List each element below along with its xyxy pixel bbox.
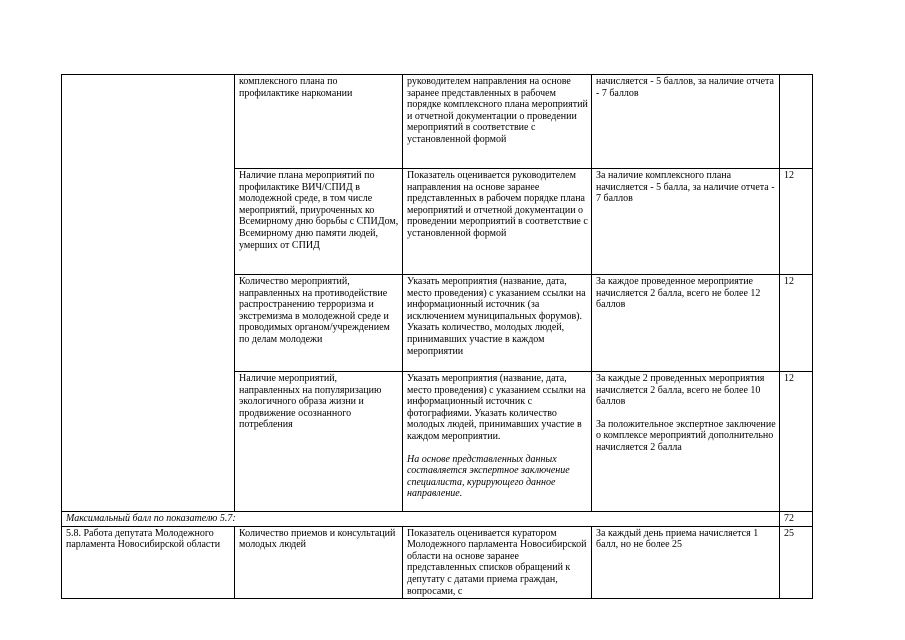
- scoring-cell: [592, 372, 780, 512]
- scoring-cell: За каждое проведенное мероприятие начисляется 2 балла, всего не более 12 баллов: [592, 275, 780, 372]
- max-score-cell: 12: [780, 169, 813, 275]
- method-cell: [403, 372, 592, 512]
- criterion-cell: [62, 75, 235, 512]
- indicator-cell: Наличие плана мероприятий по профилактике ВИЧ/СПИД в молодежной среде, в том числе мероприятий, приуроченных ко Всемирному дню борьбы с СПИДом, Всемирному дню памяти людей, умерших от СПИД: [235, 169, 403, 275]
- table-row: [62, 75, 813, 169]
- method-text: Указать мероприятия (название, дата, место проведения) с указанием ссылки на информационный источник с фотографиями. Указать количество молодых людей, принимавших участие в каждом мероприятии.: [407, 373, 586, 442]
- indicator-cell: Количество приемов и консультаций молодых людей: [235, 526, 403, 599]
- indicator-cell: комплексного плана по профилактике наркомании: [235, 75, 403, 169]
- summary-label: Максимальный балл по показателю 5.7:: [62, 512, 780, 527]
- scoring-text: За каждые 2 проведенных мероприятия начисляется 2 балла, всего не более 10 баллов: [596, 373, 765, 408]
- method-cell: Показатель оценивается куратором Молодежного парламента Новосибирской области на основе заранее представленных списков обращений к депутату с датами приема граждан, вопросами, с: [403, 526, 592, 599]
- indicator-cell: Количество мероприятий, направленных на противодействие распространению терроризма и экстремизма в молодежной среде и проводимых органом/учреждением по делам молодежи: [235, 275, 403, 372]
- scoring-cell: начисляется - 5 баллов, за наличие отчета - 7 баллов: [592, 75, 780, 169]
- summary-value: 72: [780, 512, 813, 527]
- method-cell: Показатель оценивается руководителем направления на основе заранее представленных в рабочем порядке плана мероприятий и отчетной документации о проведении мероприятий в соответствие с установленной формой: [403, 169, 592, 275]
- max-score-cell: [780, 75, 813, 169]
- max-score-cell: 12: [780, 372, 813, 512]
- method-note: На основе представленных данных составляется экспертное заключение специалиста, курирующего данное направление.: [407, 453, 570, 500]
- method-cell: руководителем направления на основе заранее представленных в рабочем порядке комплексного плана мероприятий и отчетной документации о проведении мероприятий в соответствие с установленной формой: [403, 75, 592, 169]
- criterion-cell: 5.8. Работа депутата Молодежного парламента Новосибирской области: [62, 526, 235, 599]
- max-score-cell: 12: [780, 275, 813, 372]
- max-score-cell: 25: [780, 526, 813, 599]
- scoring-cell: За наличие комплексного плана начисляется - 5 балла, за наличие отчета - 7 баллов: [592, 169, 780, 275]
- method-cell: Указать мероприятия (название, дата, место проведения) с указанием ссылки на информационный источник (за исключением муниципальных форумов). Указать количество, молодых людей, принимавших участие в каждом мероприятии: [403, 275, 592, 372]
- summary-row: [62, 512, 813, 527]
- scoring-cell: За каждый день приема начисляется 1 балл, но не более 25: [592, 526, 780, 599]
- indicator-cell: Наличие мероприятий, направленных на популяризацию экологичного образа жизни и продвижение осознанного потребления: [235, 372, 403, 512]
- table-row: [62, 526, 813, 599]
- scoring-extra: За положительное экспертное заключение о комплексе мероприятий дополнительно начисляется 2 балла: [596, 418, 776, 453]
- criteria-table: [61, 74, 813, 599]
